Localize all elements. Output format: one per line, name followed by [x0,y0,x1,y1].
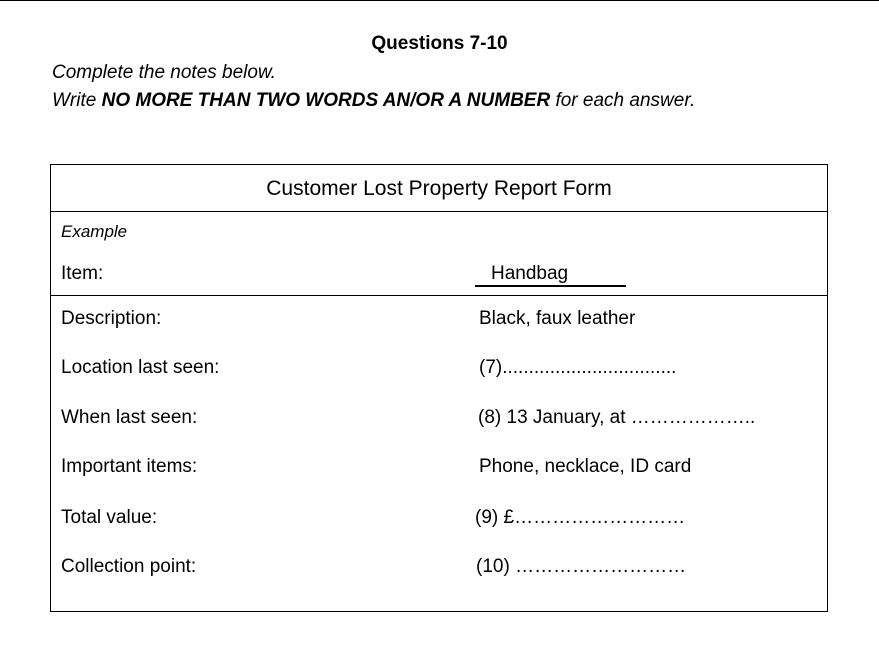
example-label: Example [61,222,128,241]
important-items-value: Phone, necklace, ID card [479,456,692,477]
location-answer-blank: (7)................................. [479,357,677,378]
instruction-prefix: Write [52,90,102,111]
instruction-line-1: Complete the notes below. [52,62,276,83]
example-item-value: Handbag [475,263,626,287]
total-value-label: Total value: [61,507,158,528]
example-item-label: Item: [61,263,104,284]
lost-property-form [50,164,828,612]
collection-point-answer-blank: (10) ……………………… [476,556,687,577]
questions-heading: Questions 7-10 [371,33,508,54]
total-value-answer-blank: (9) £……………………… [475,507,686,528]
collection-point-label: Collection point: [61,556,197,577]
instruction-word-limit: NO MORE THAN TWO WORDS AN/OR A NUMBER [101,90,551,111]
description-label: Description: [61,308,162,329]
location-label: Location last seen: [61,357,220,378]
description-value: Black, faux leather [479,308,636,329]
top-border [0,0,879,1]
important-items-label: Important items: [61,456,198,477]
instruction-line-2 [52,90,695,112]
form-title: Customer Lost Property Report Form [51,165,827,212]
when-answer-blank: (8) 13 January, at ……………….. [478,407,756,428]
when-label: When last seen: [61,407,198,428]
example-divider [51,295,827,296]
instruction-suffix: for each answer. [550,90,696,111]
